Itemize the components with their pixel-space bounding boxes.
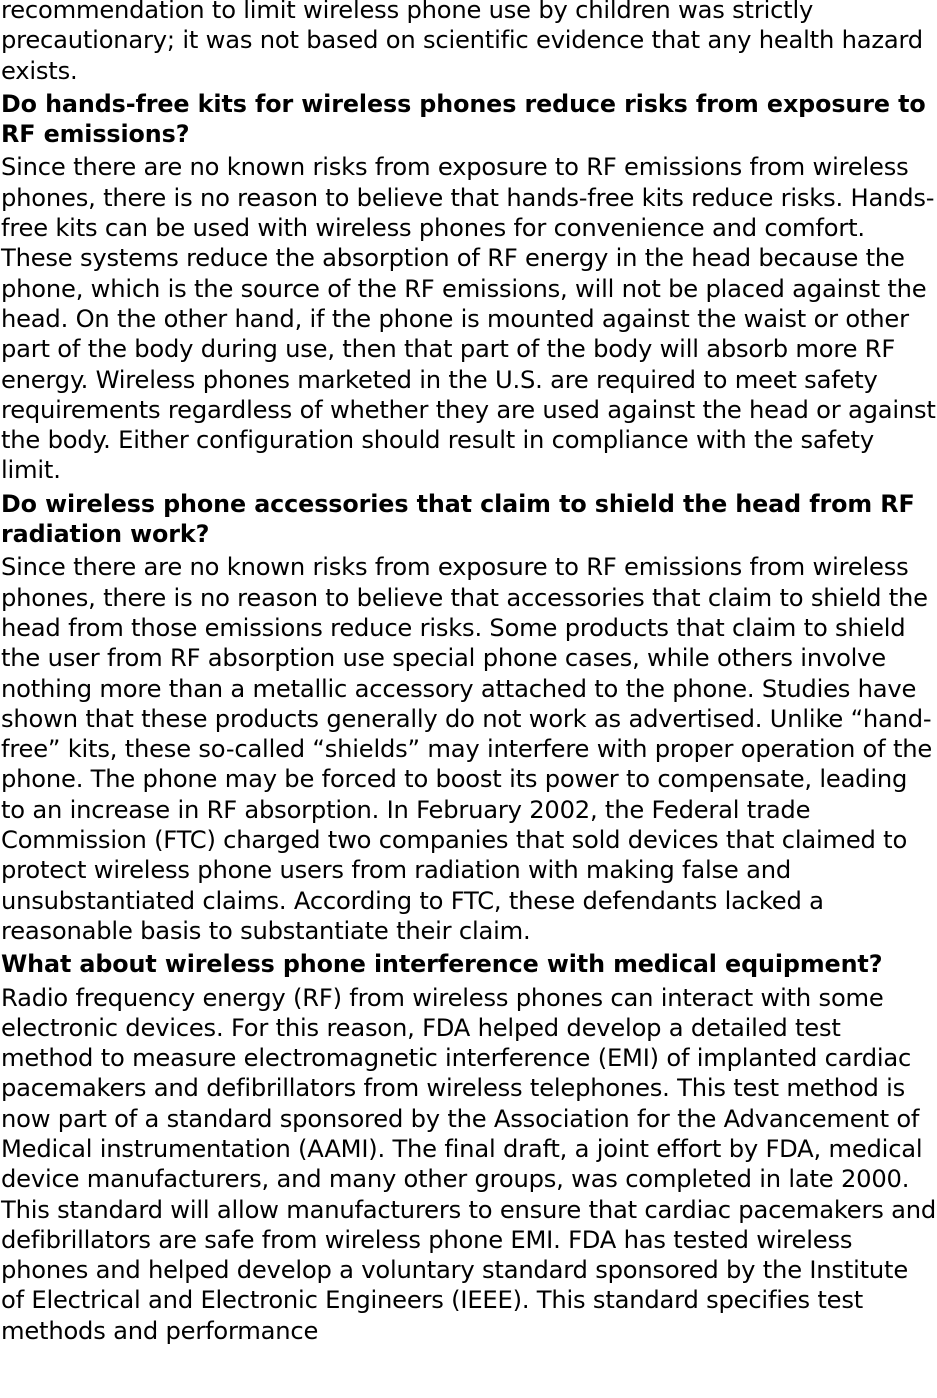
- paragraph-hands-free-kits: Since there are no known risks from exposure to RF emissions from wireless phones, there is no reason to believe that hands-free kits reduce risks. Hands-free kits can be used with wireless phones for convenience and comfort. These systems reduce the absorption of RF energy in the head because the phone, which is the source of the RF emissions, will not be placed against the head. On the other hand, if the phone is mounted against the waist or other part of the body during use, then that part of the body will absorb more RF energy. Wireless phones marketed in the U.S. are required to meet safety requirements regardless of whether they are used against the head or against the body. Either configuration should result in compliance with the safety limit.: [1, 153, 936, 485]
- document-page: [1, 0, 937, 1346]
- heading-shield-accessories: Do wireless phone accessories that claim to shield the head from RF radiation work?: [1, 489, 915, 549]
- paragraph-children-precaution: recommendation to limit wireless phone use by children was strictly precautionary; it was not based on scientific evidence that any health hazard exists.: [1, 0, 923, 85]
- paragraph-medical-interference: Radio frequency energy (RF) from wireless phones can interact with some electronic devices. For this reason, FDA helped develop a detailed test method to measure electromagnetic interference (EMI) of implanted cardiac pacemakers and defibrillators from wireless telephones. This test method is now part of a standard sponsored by the Association for the Advancement of Medical instrumentation (AAMI). The final draft, a joint effort by FDA, medical device manufacturers, and many other groups, was completed in late 2000. This standard will allow manufacturers to ensure that cardiac pacemakers and defibrillators are safe from wireless phone EMI. FDA has tested wireless phones and helped develop a voluntary standard sponsored by the Institute of Electrical and Electronic Engineers (IEEE). This standard specifies test methods and performance: [1, 983, 936, 1345]
- heading-medical-interference: What about wireless phone interference with medical equipment?: [1, 950, 883, 979]
- heading-hands-free-kits: Do hands-free kits for wireless phones reduce risks from exposure to RF emissions?: [1, 89, 926, 149]
- paragraph-shield-accessories: Since there are no known risks from exposure to RF emissions from wireless phones, there is no reason to believe that accessories that claim to shield the head from those emissions reduce risks. Some products that claim to shield the user from RF absorption use special phone cases, while others involve nothing more than a metallic accessory attached to the phone. Studies have shown that these products generally do not work as advertised. Unlike “hand-free” kits, these so-called “shields” may interfere with proper operation of the phone. The phone may be forced to boost its power to compensate, leading to an increase in RF absorption. In February 2002, the Federal trade Commission (FTC) charged two companies that sold devices that claimed to protect wireless phone users from radiation with making false and unsubstantiated claims. According to FTC, these defendants lacked a reasonable basis to substantiate their claim.: [1, 553, 933, 945]
